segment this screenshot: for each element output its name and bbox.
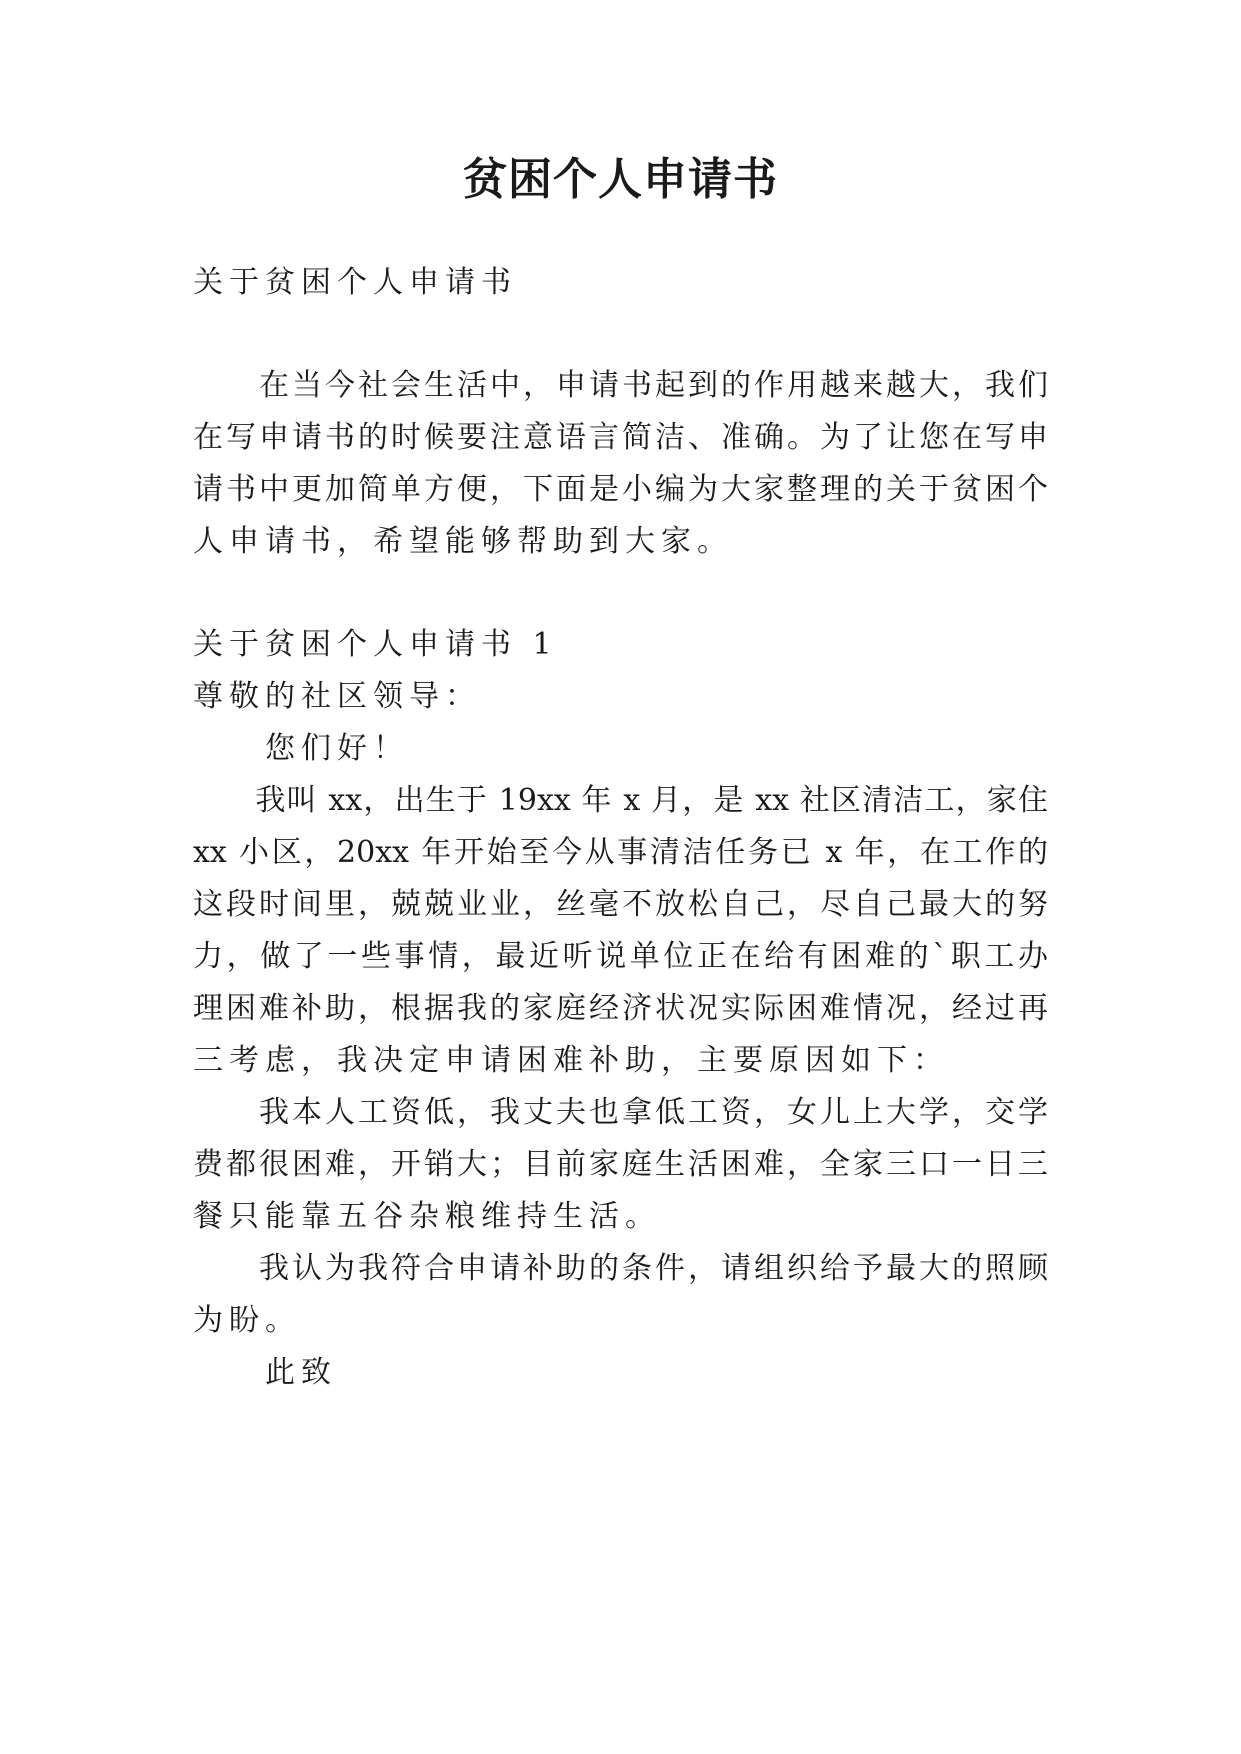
intro-line: 在当今社会生活中，申请书起到的作用越来越大，我们	[193, 368, 1048, 403]
body-line: xx 小区，20xx 年开始至今从事清洁任务已 x 年，在工作的	[193, 835, 1048, 870]
body-line: 为盼。	[193, 1303, 301, 1338]
intro-line: 在写申请书的时候要注意语言简洁、准确。为了让您在写申	[193, 420, 1048, 455]
body-line: 费都很困难，开销大；目前家庭生活困难，全家三口一日三	[193, 1147, 1048, 1182]
body-line: 我叫 xx，出生于 19xx 年 x 月，是 xx 社区清洁工，家住	[193, 783, 1048, 818]
document-title: 贫困个人申请书	[463, 154, 778, 205]
closing: 此致	[193, 1355, 337, 1390]
body-line: 三考虑，我决定申请困难补助，主要原因如下：	[193, 1043, 949, 1078]
intro-line: 人申请书，希望能够帮助到大家。	[193, 524, 733, 559]
greeting: 您们好！	[193, 731, 409, 766]
body-line: 我本人工资低，我丈夫也拿低工资，女儿上大学，交学	[193, 1095, 1048, 1130]
document-subtitle: 关于贫困个人申请书	[193, 265, 517, 300]
body-line: 理困难补助，根据我的家庭经济状况实际困难情况，经过再	[193, 991, 1048, 1026]
body-line: 餐只能靠五谷杂粮维持生活。	[193, 1199, 661, 1234]
intro-line: 请书中更加简单方便，下面是小编为大家整理的关于贫困个	[193, 472, 1048, 507]
body-line: 我认为我符合申请补助的条件，请组织给予最大的照顾	[193, 1251, 1048, 1286]
body-line: 这段时间里，兢兢业业，丝毫不放松自己，尽自己最大的努	[193, 887, 1048, 922]
section-heading: 关于贫困个人申请书 1	[193, 627, 558, 662]
body-line: 力，做了一些事情，最近听说单位正在给有困难的`职工办	[193, 939, 1048, 974]
salutation: 尊敬的社区领导：	[193, 679, 481, 714]
